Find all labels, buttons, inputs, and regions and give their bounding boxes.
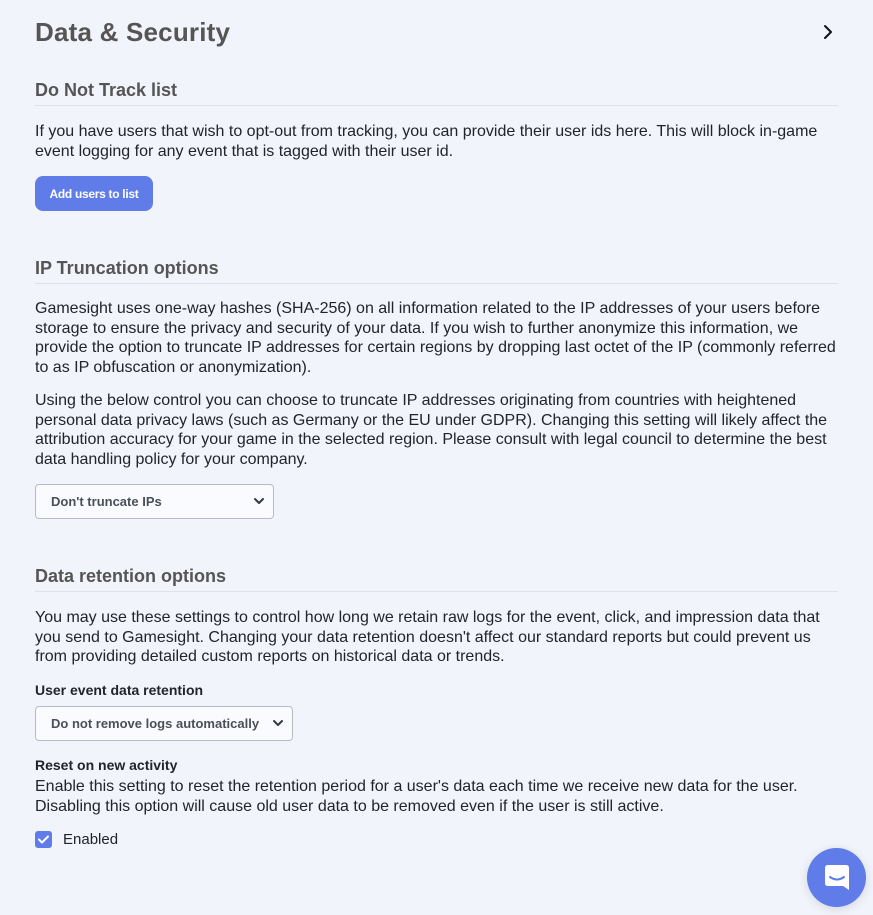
data-retention-description: You may use these settings to control how long we retain raw logs for the event, click, and impression data that you send to Gamesight. Changing your data retention doesn't affect our standard reports but could prevent us from providing detailed custom reports on historical data or trends. xyxy=(35,609,820,665)
chevron-right-icon[interactable] xyxy=(818,22,838,42)
chat-icon xyxy=(823,863,851,893)
ip-truncation-section xyxy=(35,258,838,284)
user-event-retention-select-value: Do not remove logs automatically xyxy=(51,716,260,731)
enabled-checkbox-row[interactable] xyxy=(35,831,838,848)
section-title-ip-truncation: IP Truncation options xyxy=(35,258,838,284)
ip-truncation-select[interactable] xyxy=(35,484,274,519)
chevron-down-icon xyxy=(253,495,265,507)
retention-control xyxy=(35,706,293,741)
chat-launcher-button[interactable] xyxy=(807,848,866,907)
user-event-retention-select[interactable] xyxy=(35,706,293,741)
chevron-down-icon xyxy=(272,717,284,729)
checkmark-icon xyxy=(38,835,49,844)
data-retention-section xyxy=(35,566,838,592)
user-event-retention-label: User event data retention xyxy=(35,682,204,698)
reset-label-wrap xyxy=(35,757,838,773)
ip-truncation-paragraph-2: Using the below control you can choose to truncate IP addresses originating from countries with heightened personal data privacy laws (such as Germany or the EU under GDPR). Changing this setting will likely affect the attribution accuracy for your game in the selected region. Please consult with legal council to determine the best data handling policy for your company. xyxy=(35,392,828,468)
section-title-data-retention: Data retention options xyxy=(35,566,838,592)
add-users-button[interactable]: Add users to list xyxy=(35,176,153,211)
reset-body xyxy=(35,777,838,816)
section-title-do-not-track: Do Not Track list xyxy=(35,80,838,106)
do-not-track-description: If you have users that wish to opt-out from tracking, you can provide their user ids here. This will block in-game event logging for any event that is tagged with their user id. xyxy=(35,123,818,160)
ip-truncation-paragraph-1: Gamesight uses one-way hashes (SHA-256) on all information related to the IP addresses of your users before storage to ensure the privacy and security of your data. If you wish to further anonymize this information, we provide the option to truncate IP addresses for certain regions by dropping last octet of the IP (commonly referred to as IP obfuscation or anonymization). xyxy=(35,300,836,376)
data-retention-body xyxy=(35,608,838,667)
do-not-track-actions xyxy=(35,176,838,211)
ip-truncation-control xyxy=(35,484,274,519)
page-title: Data & Security xyxy=(35,16,231,47)
do-not-track-section xyxy=(35,80,838,106)
enabled-checkbox[interactable] xyxy=(35,831,52,848)
retention-label-wrap xyxy=(35,682,838,698)
reset-description: Enable this setting to reset the retention period for a user's data each time we receive new data for the user. Disabling this option will cause old user data to be removed even if the user is still active. xyxy=(35,778,798,815)
enabled-row-wrap xyxy=(35,831,838,848)
page-header xyxy=(35,14,838,50)
ip-truncation-body-2 xyxy=(35,391,838,469)
reset-on-new-activity-label: Reset on new activity xyxy=(35,757,178,773)
enabled-label: Enabled xyxy=(63,831,119,848)
do-not-track-body xyxy=(35,122,838,161)
ip-truncation-select-value: Don't truncate IPs xyxy=(51,494,162,509)
ip-truncation-body xyxy=(35,299,838,377)
